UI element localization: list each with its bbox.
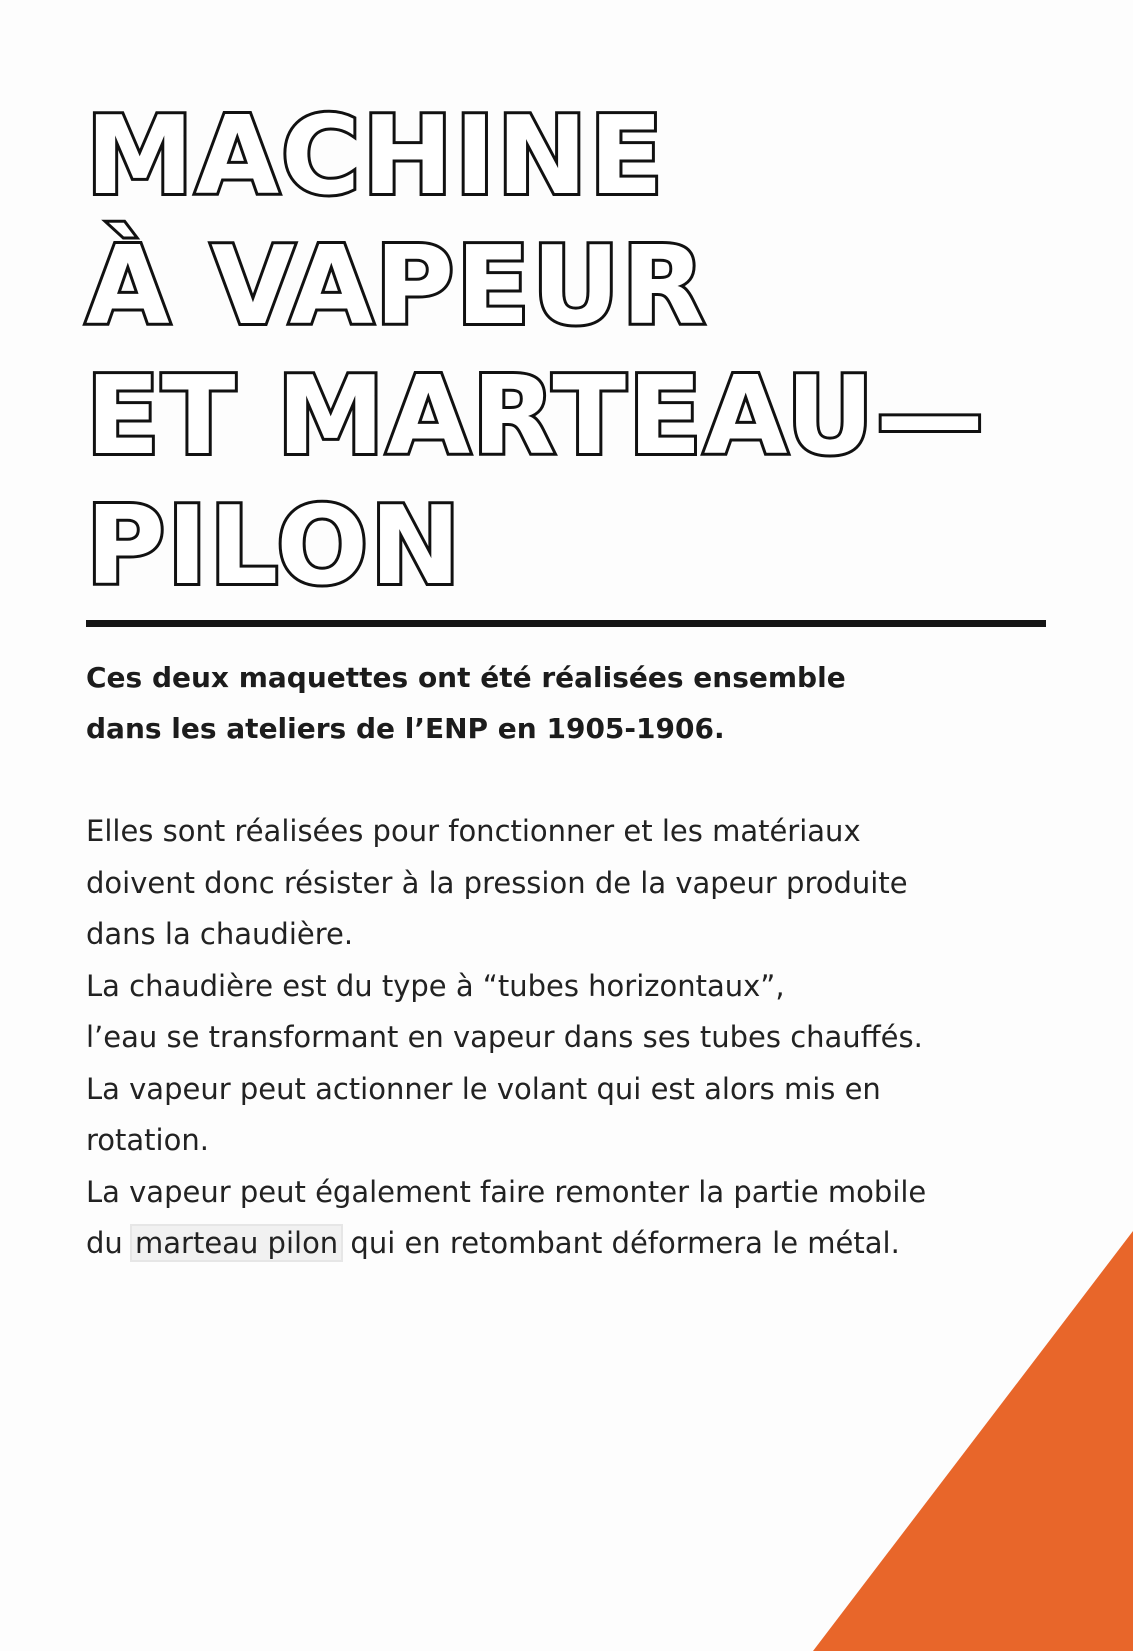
body-line: La vapeur peut également faire remonter la partie mobile	[86, 1174, 927, 1209]
document-title	[86, 92, 1066, 612]
last-line-suffix: qui en retombant déformera le métal.	[341, 1226, 900, 1260]
last-line-prefix: du	[86, 1226, 133, 1260]
body-line: La chaudière est du type à “tubes horizontaux”,	[86, 968, 785, 1003]
corner-triangle-shape	[813, 1231, 1133, 1651]
orange-corner-triangle	[813, 1231, 1133, 1651]
lead-line: dans les ateliers de l’ENP en 1905-1906.	[86, 712, 725, 745]
highlighted-term: marteau pilon	[132, 1226, 341, 1260]
body-line: La vapeur peut actionner le volant qui est alors mis en	[86, 1071, 881, 1106]
title-line-1: MACHINE	[86, 94, 666, 219]
body-line: doivent donc résister à la pression de la vapeur produite	[86, 865, 908, 900]
body-line: Elles sont réalisées pour fonctionner et les matériaux	[86, 814, 861, 848]
body-paragraph	[86, 806, 1086, 1270]
title-divider	[86, 620, 1046, 627]
body-line: rotation.	[86, 1123, 209, 1157]
title-line-2: À VAPEUR	[86, 224, 707, 349]
title-line-3: ET MARTEAU—	[86, 354, 986, 479]
lead-line: Ces deux maquettes ont été réalisées ensemble	[86, 661, 846, 694]
lead-paragraph	[86, 652, 1046, 754]
title-line-4: PILON	[86, 484, 463, 609]
body-line: l’eau se transformant en vapeur dans ses tubes chauffés.	[86, 1020, 923, 1054]
body-line: dans la chaudière.	[86, 917, 354, 951]
